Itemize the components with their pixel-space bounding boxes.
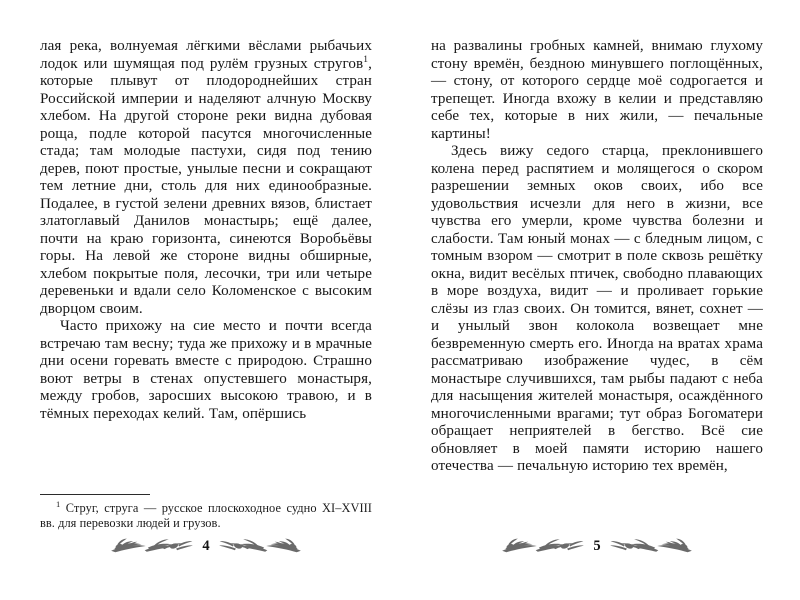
footnote-body: Струг, струга — русское плоскоходное судно XI–XVIII вв. для перевозки людей и грузов. bbox=[40, 501, 372, 530]
paragraph: Часто прихожу на сие место и почти всегда встречаю там весну; туда же прихожу и в мрачные дни осени горевать вместе с природою. Страшно воют ветры в стенах опустевшего монастыря, между гробов, заросших высокою травою, и в тёмных переходах келий. Там, опёршись bbox=[40, 318, 372, 422]
right-page-footer bbox=[431, 531, 763, 561]
right-page-body bbox=[431, 38, 763, 476]
floral-flourish-ornament-icon bbox=[218, 535, 302, 557]
page-number: 5 bbox=[593, 537, 601, 554]
paragraph-text-before-note: лая река, волнуемая лёгкими вёслами рыбачьих лодок или шумящая под рулём грузных стругов bbox=[40, 38, 372, 72]
left-page-text-column bbox=[40, 38, 372, 423]
paragraph: Здесь вижу седого старца, преклонившего колена перед распятием и молящегося о скором разрешении земных оков своих, ибо все удовольствия исчезли для него в жизни, все чувства его умерли, кроме чувства болезни и слабости. Там юный монах — с бледным лицом, с томным взором — смотрит в поле сквозь решётку окна, видит весёлых птичек, свободно плавающих в море воздуха, видит — и проливает горькие слёзы из глаз своих. Он томится, вянет, сохнет — и унылый звон колокола возвещает мне безвременную смерть его. Иногда на вратах храма рассматриваю изображение чудес, в сём монастыре случившихся, там рыбы падают с неба для насыщения жителей монастыря, осаждённого многочисленными врагами; тут образ Богоматери обращает неприятелей в бегство. Всё сие обновляет в моей памяти историю нашего отечества — печальную историю тех времён, bbox=[431, 143, 763, 474]
footnote-separator-rule bbox=[40, 494, 150, 495]
footnote-block bbox=[40, 494, 372, 531]
left-page-body bbox=[40, 38, 372, 423]
footnote-marker: 1 bbox=[56, 499, 61, 509]
right-page-text-column bbox=[431, 38, 763, 476]
left-page-footer bbox=[40, 531, 372, 561]
floral-flourish-ornament-icon bbox=[110, 535, 194, 557]
footnote-reference-marker[interactable]: 1 bbox=[363, 54, 369, 65]
floral-flourish-ornament-icon bbox=[609, 535, 693, 557]
page-number: 4 bbox=[202, 537, 210, 554]
paragraph: на развалины гробных камней, внимаю глухому стону времён, бездною минувшего поглощённых, — стону, от которого сердце моё содрогается и трепещет. Иногда вхожу в келии и представляю себе тех, которые в них жили, — печальные картины! bbox=[431, 38, 763, 142]
paragraph bbox=[40, 38, 372, 318]
paragraph-text-after-note: , которые плывут от плодороднейших стран Российской империи и наделяют алчную Москву хлебом. На другой стороне реки видна дубовая роща, подле которой пасутся многочисленные стада; там молодые пастухи, сидя под тению дерев, поют простые, унылые песни и сокращают тем летние дни, столь для них единообразные. Подалее, в густой зелени древних вязов, блистает златоглавый Данилов монастырь; ещё далее, почти на краю горизонта, синеются Воробьёвы горы. На левой же стороне видны обширные, хлебом покрытые поля, лесочки, три или четыре деревеньки и вдали село Коломенское с высоким дворцом своим. bbox=[40, 55, 372, 317]
floral-flourish-ornament-icon bbox=[501, 535, 585, 557]
footnote-text bbox=[40, 501, 372, 531]
